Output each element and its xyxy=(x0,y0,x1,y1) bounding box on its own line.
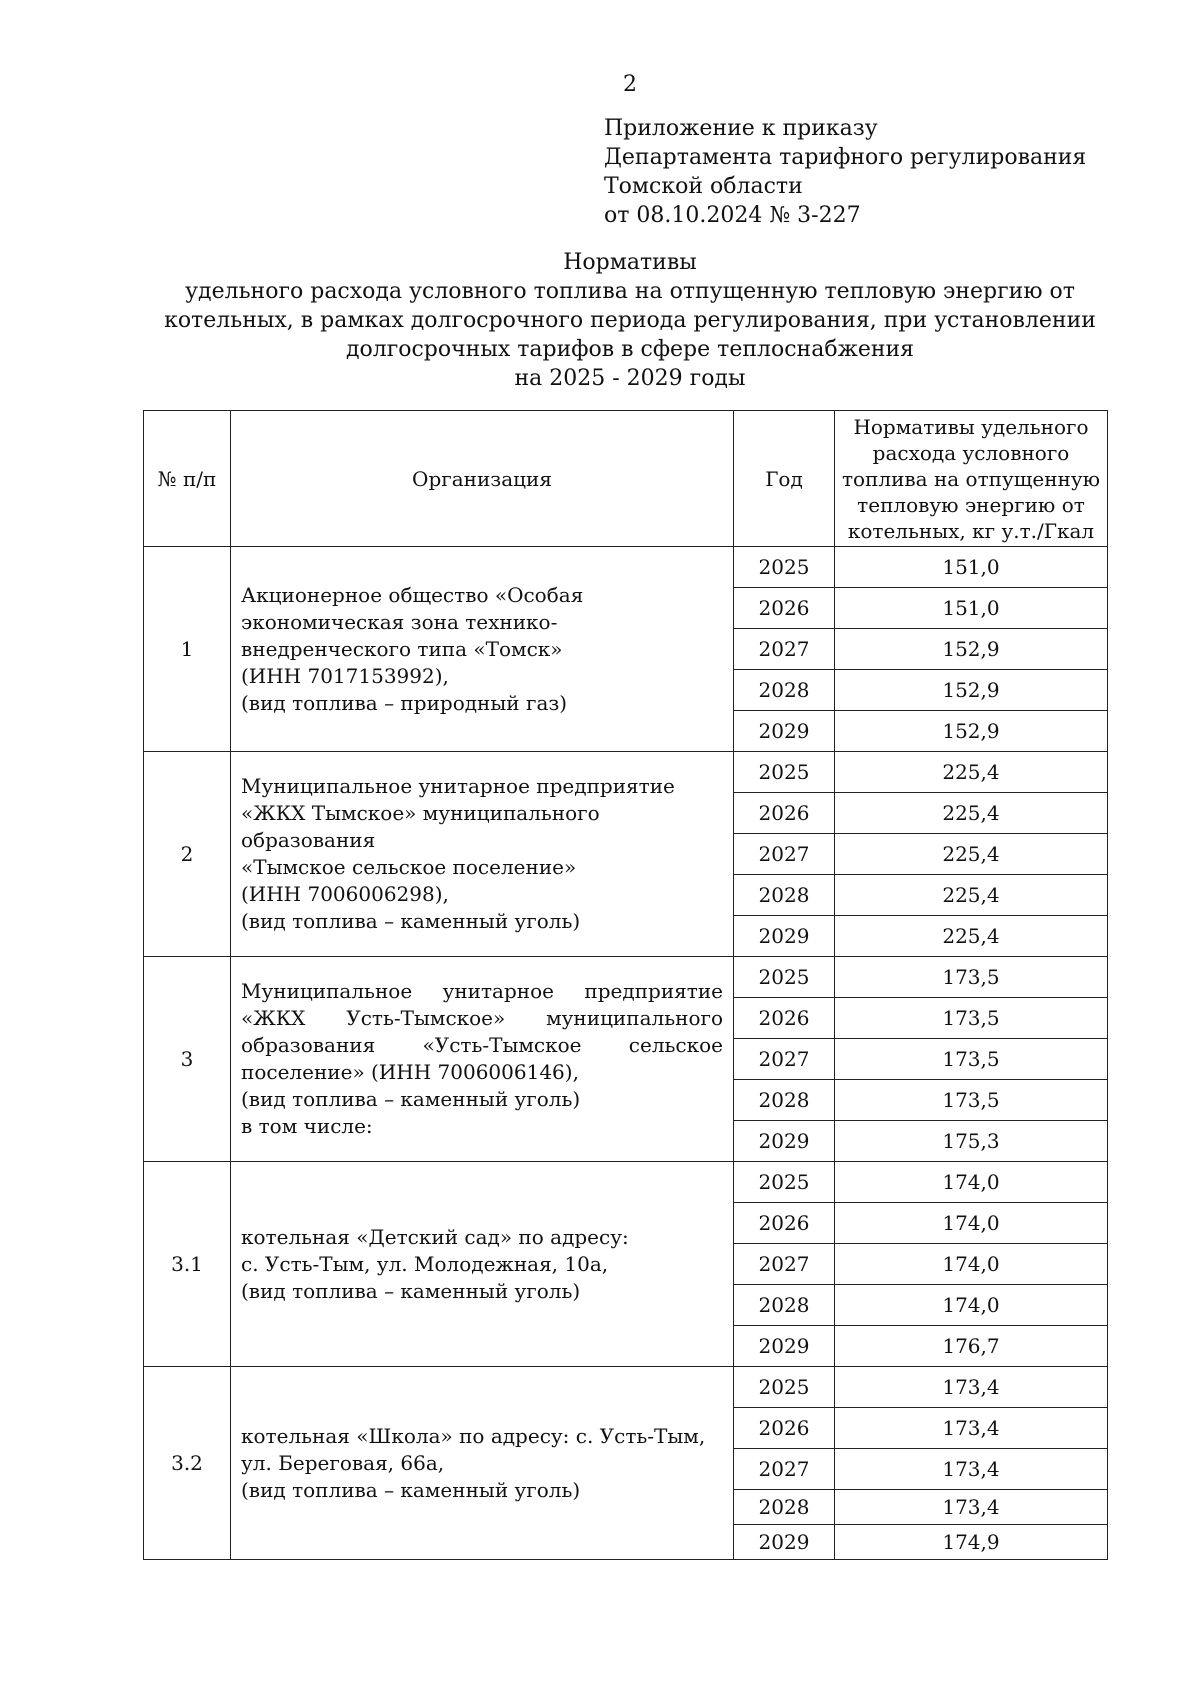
value-cell: 173,5 xyxy=(835,1039,1108,1080)
year-cell: 2028 xyxy=(734,1490,835,1525)
value-cell: 173,5 xyxy=(835,998,1108,1039)
title-line: на 2025 - 2029 годы xyxy=(514,366,746,391)
title-line: удельного расхода условного топлива на отпущенную тепловую энергию от xyxy=(185,279,1075,304)
header-norm-line: тепловую энергию от xyxy=(857,492,1085,517)
row-number: 3 xyxy=(144,957,231,1162)
year-cell: 2028 xyxy=(734,875,835,916)
org-line: (вид топлива – каменный уголь) xyxy=(241,1477,581,1502)
year-cell: 2029 xyxy=(734,1121,835,1162)
value-cell: 152,9 xyxy=(835,670,1108,711)
org-line: (вид топлива – природный газ) xyxy=(241,690,568,715)
organization-cell xyxy=(231,752,734,957)
page-number: 2 xyxy=(623,72,637,97)
year-cell: 2027 xyxy=(734,1244,835,1285)
organization-cell xyxy=(231,547,734,752)
org-line: котельная «Школа» по адресу: с. Усть-Тым, xyxy=(241,1423,706,1448)
table-row xyxy=(144,957,1108,998)
value-cell: 173,5 xyxy=(835,1080,1108,1121)
org-line: (вид топлива – каменный уголь) xyxy=(241,1087,581,1111)
org-line: с. Усть-Тым, ул. Молодежная, 10а, xyxy=(241,1251,609,1276)
year-cell: 2025 xyxy=(734,957,835,998)
title-line: котельных, в рамках долгосрочного периода регулирования, при установлении xyxy=(164,308,1096,333)
header-norm xyxy=(835,411,1108,547)
org-line: ул. Береговая, 66а, xyxy=(241,1450,445,1475)
org-line: Акционерное общество «Особая экономическая зона технико-внедренческого типа «Томск» xyxy=(241,582,584,661)
org-line: Муниципальное унитарное предприятие «ЖКХ Усть-Тымское» муниципального образования «Усть-Тымское сельское поселение» (ИНН 7006006146), xyxy=(241,979,723,1084)
value-cell: 173,4 xyxy=(835,1490,1108,1525)
organization-cell xyxy=(231,957,734,1162)
table-row xyxy=(144,1162,1108,1203)
table-row xyxy=(144,752,1108,793)
year-cell: 2028 xyxy=(734,1285,835,1326)
year-cell: 2029 xyxy=(734,711,835,752)
org-line: Муниципальное унитарное предприятие «ЖКХ Тымское» муниципального образования xyxy=(241,774,675,852)
year-cell: 2027 xyxy=(734,1449,835,1490)
value-cell: 173,5 xyxy=(835,957,1108,998)
value-cell: 174,0 xyxy=(835,1244,1108,1285)
value-cell: 174,0 xyxy=(835,1203,1108,1244)
year-cell: 2026 xyxy=(734,588,835,629)
year-cell: 2028 xyxy=(734,1080,835,1121)
value-cell: 173,4 xyxy=(835,1367,1108,1408)
year-cell: 2025 xyxy=(734,1367,835,1408)
row-number: 1 xyxy=(144,547,231,752)
org-line: (ИНН 7006006298), xyxy=(241,882,449,906)
year-cell: 2028 xyxy=(734,670,835,711)
value-cell: 152,9 xyxy=(835,629,1108,670)
org-line: (вид топлива – каменный уголь) xyxy=(241,1278,581,1303)
appendix-line: Томской области xyxy=(604,174,803,199)
value-cell: 225,4 xyxy=(835,752,1108,793)
org-line: (вид топлива – каменный уголь) xyxy=(241,909,581,933)
value-cell: 175,3 xyxy=(835,1121,1108,1162)
value-cell: 152,9 xyxy=(835,711,1108,752)
title-line: долгосрочных тарифов в сфере теплоснабжения xyxy=(345,337,915,362)
value-cell: 174,0 xyxy=(835,1285,1108,1326)
year-cell: 2027 xyxy=(734,1039,835,1080)
organization-cell xyxy=(231,1367,734,1560)
appendix-line: Приложение к приказу xyxy=(604,116,878,141)
value-cell: 151,0 xyxy=(835,547,1108,588)
row-number: 3.1 xyxy=(144,1162,231,1367)
value-cell: 174,9 xyxy=(835,1525,1108,1560)
document-title xyxy=(0,248,1200,393)
table-row xyxy=(144,547,1108,588)
value-cell: 176,7 xyxy=(835,1326,1108,1367)
year-cell: 2025 xyxy=(734,547,835,588)
header-norm-line: Нормативы удельного xyxy=(853,414,1089,439)
header-norm-line: расхода условного xyxy=(872,440,1070,465)
header-norm-line: котельных, кг у.т./Гкал xyxy=(847,518,1095,543)
org-line: в том числе: xyxy=(241,1114,373,1138)
row-number: 3.2 xyxy=(144,1367,231,1560)
year-cell: 2029 xyxy=(734,1326,835,1367)
value-cell: 173,4 xyxy=(835,1408,1108,1449)
org-line: (ИНН 7017153992), xyxy=(241,663,449,688)
appendix-block xyxy=(604,114,1086,230)
header-num: № п/п xyxy=(144,411,231,547)
header-org: Организация xyxy=(231,411,734,547)
year-cell: 2026 xyxy=(734,998,835,1039)
value-cell: 225,4 xyxy=(835,793,1108,834)
year-cell: 2029 xyxy=(734,1525,835,1560)
header-norm-line: топлива на отпущенную xyxy=(841,466,1101,491)
row-number: 2 xyxy=(144,752,231,957)
value-cell: 151,0 xyxy=(835,588,1108,629)
year-cell: 2026 xyxy=(734,1408,835,1449)
year-cell: 2025 xyxy=(734,752,835,793)
year-cell: 2027 xyxy=(734,834,835,875)
org-line: котельная «Детский сад» по адресу: xyxy=(241,1224,629,1249)
year-cell: 2027 xyxy=(734,629,835,670)
appendix-line: Департамента тарифного регулирования xyxy=(604,145,1087,170)
org-line: «Тымское сельское поселение» xyxy=(241,855,577,879)
value-cell: 225,4 xyxy=(835,875,1108,916)
value-cell: 225,4 xyxy=(835,916,1108,957)
year-cell: 2029 xyxy=(734,916,835,957)
year-cell: 2026 xyxy=(734,1203,835,1244)
organization-cell xyxy=(231,1162,734,1367)
appendix-line: от 08.10.2024 № 3-227 xyxy=(604,203,861,228)
value-cell: 225,4 xyxy=(835,834,1108,875)
year-cell: 2025 xyxy=(734,1162,835,1203)
norms-table xyxy=(143,410,1108,1560)
year-cell: 2026 xyxy=(734,793,835,834)
value-cell: 173,4 xyxy=(835,1449,1108,1490)
header-year: Год xyxy=(734,411,835,547)
value-cell: 174,0 xyxy=(835,1162,1108,1203)
title-line: Нормативы xyxy=(563,250,697,275)
table-row xyxy=(144,1367,1108,1408)
